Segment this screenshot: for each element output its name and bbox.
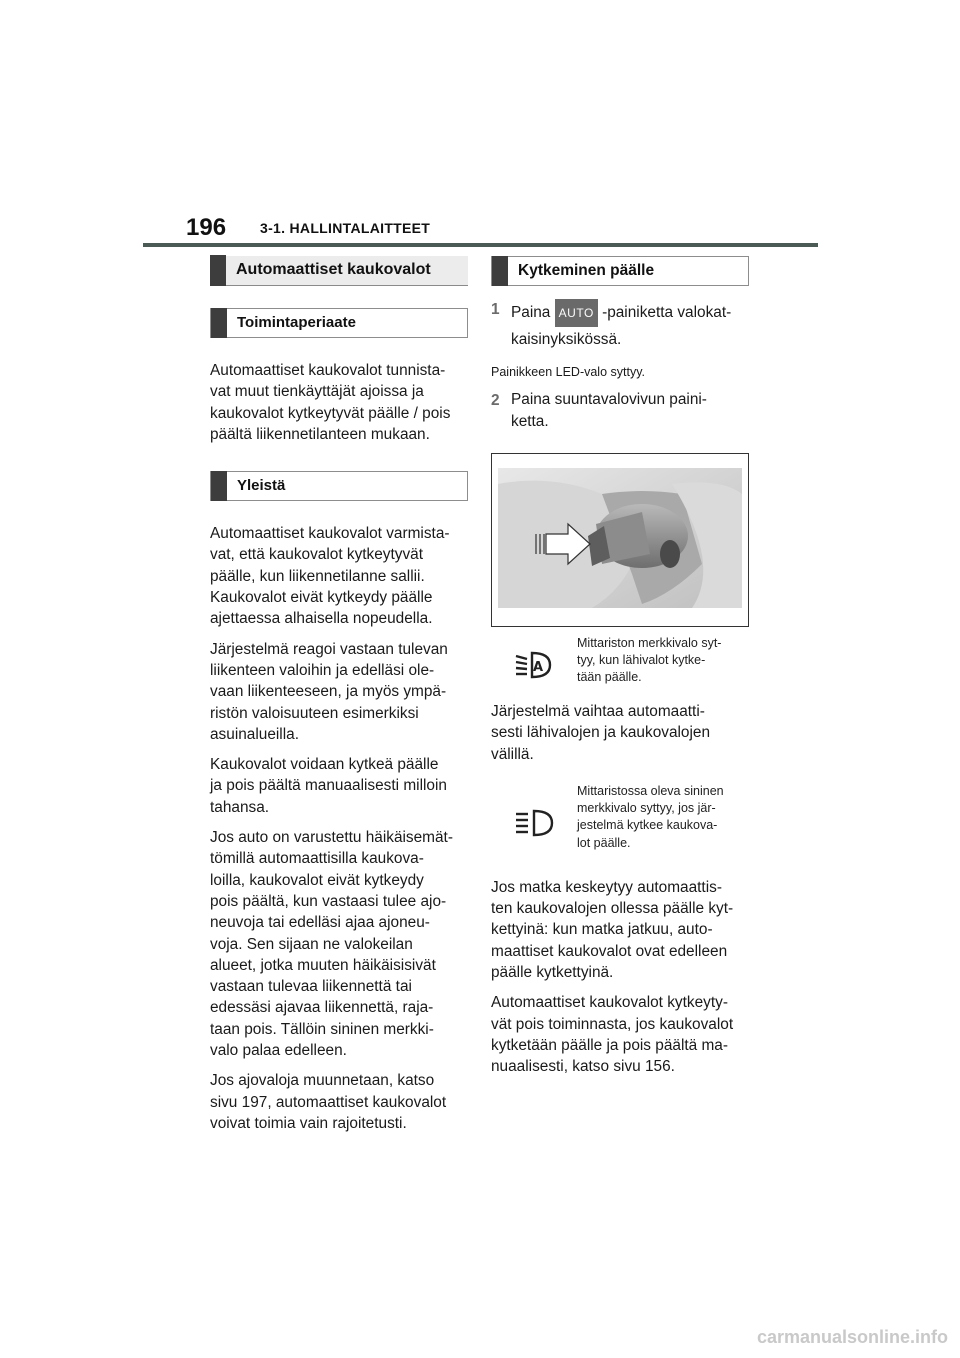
step-1 xyxy=(491,298,749,352)
section-title-automatic-high-beam xyxy=(210,256,468,286)
step-2 xyxy=(491,389,749,433)
svg-text:A: A xyxy=(533,660,544,675)
subsection-title-text: Toimintaperiaate xyxy=(237,314,356,331)
step-2-text: Paina suuntavalovivun paini- ketta. xyxy=(511,391,707,430)
step-1-post: -painiketta valokat- xyxy=(602,304,732,321)
step-1-note: Painikkeen LED-valo syttyy. xyxy=(491,365,645,379)
header-divider xyxy=(143,243,818,247)
subsection-general xyxy=(210,471,468,501)
auto-button-icon: AUTO xyxy=(555,299,598,327)
figure-turn-signal-lever xyxy=(491,453,749,627)
turn-signal-lever-illustration xyxy=(492,454,748,626)
section-title-text: Automaattiset kaukovalot xyxy=(236,261,431,278)
step-1-pre: Paina xyxy=(511,304,551,321)
high-beam-indicator-icon xyxy=(491,783,577,863)
paragraph-general-1: Automaattiset kaukovalot varmista- vat, että kaukovalot kytkeytyvät päälle, kun liikennetilanne sallii. Kaukovalot eivät kytkeydy päälle ajettaessa alhaisella nopeudella. xyxy=(210,525,450,628)
step-number: 1 xyxy=(491,301,500,318)
paragraph-general-5: Jos ajovaloja muunnetaan, katso sivu 197, automaattiset kaukovalot voivat toimia vain rajoitetusti. xyxy=(210,1072,447,1132)
section-title-text: Kytkeminen päälle xyxy=(518,262,655,279)
section-title-switch-on xyxy=(491,256,749,286)
subsection-title-text: Yleistä xyxy=(237,477,286,495)
step-1-line-2: kaisinyksikössä. xyxy=(511,331,622,348)
left-column xyxy=(210,256,468,1134)
paragraph-general-3: Kaukovalot voidaan kytkeä päälle ja pois päältä manuaalisesti milloin tahansa. xyxy=(210,756,447,816)
page-number: 196 xyxy=(186,214,227,241)
indicator-high-beam-text: Mittaristossa oleva sininen merkkivalo syttyy, jos jär- jestelmä kytkee kaukova- lot päälle. xyxy=(577,783,724,850)
right-column xyxy=(491,256,749,1078)
paragraph-general-2: Järjestelmä reagoi vastaan tulevan liikenteen valoihin ja edelläsi ole- vaan liikenteeseen, ja myös ympä- ristön valoisuuteen esimerkiksi asuinalueilla. xyxy=(210,640,448,743)
paragraph-principle: Automaattiset kaukovalot tunnista- vat muut tienkäyttäjät ajoissa ja kaukovalot kytkeytyvät päälle / pois päältä liikennetilanteen mukaan. xyxy=(210,362,451,443)
indicator-low-beam xyxy=(491,635,749,695)
auto-low-beam-indicator-icon xyxy=(491,635,577,695)
paragraph-interrupted-trip: Jos matka keskeytyy automaattis- ten kaukovalojen ollessa päälle kyt- kettyinä: kun matka jatkuu, auto- maattiset kaukovalot ovat edelleen päälle kytkettyinä. xyxy=(491,878,734,982)
paragraph-general-4: Jos auto on varustettu häikäisemät- tömillä automaattisilla kaukova- loilla, kaukovalot eivät kytkeydy pois päältä, kun vastaasi tulee ajo- neuvoja tai edelläsi ajaa ajoneu- voja. Sen sijaan ne valokeilan alueet, jotka muuten häikäisisivät vastaan tulevaa liikennettä tai edessäsi ajavaa liikennettä, raja- taan pois. Tällöin sininen merkki- valo palaa edelleen. xyxy=(210,829,453,1060)
step-number: 2 xyxy=(491,392,500,409)
watermark: carmanualsonline.info xyxy=(756,1327,948,1347)
paragraph-deactivation: Automaattiset kaukovalot kytkeyty- vät pois toiminnasta, jos kaukovalot kytketään päälle ja pois päältä ma- nuaalisesti, katso sivu 156. xyxy=(491,994,734,1076)
subsection-principle xyxy=(210,308,468,338)
indicator-low-beam-text: Mittariston merkkivalo syt- tyy, kun lähivalot kytke- tään päälle. xyxy=(577,636,722,685)
step-1-line-1 xyxy=(511,298,731,328)
paragraph-switching: Järjestelmä vaihtaa automaatti- sesti lähivalojen ja kaukovalojen välillä. xyxy=(491,703,711,763)
indicator-high-beam xyxy=(491,783,749,863)
chapter-title: 3-1. HALLINTALAITTEET xyxy=(260,220,431,236)
step-1-content xyxy=(511,298,731,352)
